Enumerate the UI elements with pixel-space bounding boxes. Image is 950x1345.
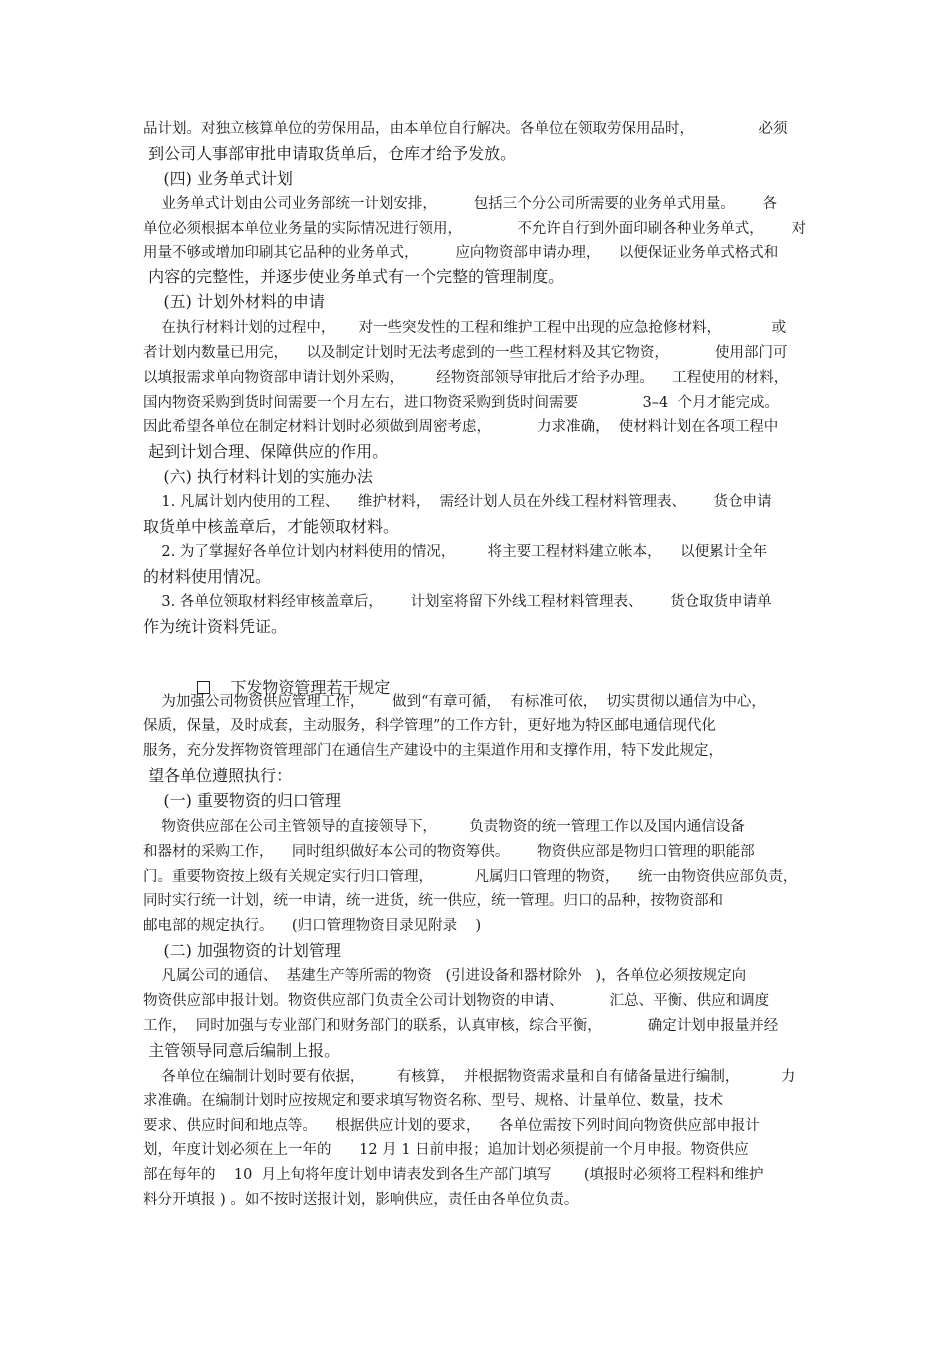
text-line: 部在每年的 10 月上旬将年度计划申请表发到各生产部门填写 (填报时必须将工程料和维护 [143, 1167, 764, 1183]
text-line: 服务，充分发挥物资管理部门在通信生产建设中的主渠道作用和支撑作用，特下发此规定， [143, 743, 723, 759]
text-line: 物资供应部在公司主管领导的直接领导下， 负责物资的统一管理工作以及国内通信设备 [143, 819, 745, 835]
text-line: 划，年度计划必须在上一年的 12 月 1 日前申报；追加计划必须提前一个月申报。物资供应 [143, 1142, 749, 1158]
text-line: 品计划。对独立核算单位的劳保用品，由本单位自行解决。各单位在领取劳保用品时， 必须 [143, 121, 788, 137]
text-line: 求准确。在编制计划时应按规定和要求填写物资名称、型号、规格、计量单位、数量，技术 [143, 1093, 723, 1109]
text-line: 取货单中核盖章后，才能领取材料。 [143, 517, 400, 536]
text-line: 以填报需求单向物资部申请计划外采购， 经物资部领导审批后才给予办理。 工程使用的材料， [143, 370, 789, 386]
text-line: 和器材的采购工作， 同时组织做好本公司的物资筹供。 物资供应部是物归口管理的职能部 [143, 844, 755, 860]
text-line: 国内物资采购到货时间需要一个月左右，进口物资采购到货时间需要 3–4 个月才能完成。 [143, 395, 779, 411]
text-line: 的材料使用情况。 [143, 567, 272, 586]
text-line: 单位必须根据本单位业务量的实际情况进行领用， 不允许自行到外面印刷各种业务单式， 对 [143, 221, 806, 237]
text-line: 邮电部的规定执行。 (归口管理物资目录见附录 ) [143, 918, 482, 934]
main-heading-text: 下发物资管理若干规定 [230, 678, 391, 697]
text-line: 1. 凡属计划内使用的工程、 维护材料， 需经计划人员在外线工程材料管理表、 货仓申请 [143, 494, 772, 510]
text-line: 门。重要物资按上级有关规定实行归口管理， 凡属归口管理的物资， 统一由物资供应部负责， [143, 869, 798, 885]
text-line: 者计划内数量已用完， 以及制定计划时无法考虑到的一些工程材料及其它物资， 使用部门可 [143, 345, 788, 361]
text-line: 起到计划合理、保障供应的作用。 [143, 442, 389, 461]
text-line: 保质，保量，及时成套，主动服务，科学管理”的工作方针，更好地为特区邮电通信现代化 [143, 718, 716, 734]
text-line: 料分开填报 ) 。如不按时送报计划，影响供应，责任由各单位负责。 [143, 1192, 579, 1208]
text-line: 同时实行统一计划，统一申请，统一进货，统一供应，统一管理。归口的品种，按物资部和 [143, 893, 723, 909]
text-line: 2. 为了掌握好各单位计划内材料使用的情况， 将主要工程材料建立帐本， 以便累计全年 [143, 544, 768, 560]
text-line: 内容的完整性，并逐步使业务单式有一个完整的管理制度。 [143, 267, 565, 286]
text-line: 物资供应部申报计划。物资供应部门负责全公司计划物资的申请、 汇总、平衡、供应和调度 [143, 993, 770, 1009]
text-line: 各单位在编制计划时要有依据， 有核算， 并根据物资需求量和自有储备量进行编制， 力 [143, 1069, 796, 1085]
main-heading [177, 655, 777, 697]
section-heading: (一) 重要物资的归口管理 [143, 791, 341, 810]
text-line: 为加强公司物资供应管理工作， 做到“有章可循， 有标准可依， 切实贯彻以通信为中心， [143, 694, 766, 710]
text-line: 作为统计资料凭证。 [143, 617, 288, 636]
text-line: 因此希望各单位在制定材料计划时必须做到周密考虑， 力求准确， 使材料计划在各项工程中 [143, 419, 779, 435]
text-line: 望各单位遵照执行： [143, 766, 293, 785]
text-line: 凡属公司的通信、 基建生产等所需的物资 (引进设备和器材除外 )，各单位必须按规定向 [143, 968, 747, 984]
text-line: 业务单式计划由公司业务部统一计划安排， 包括三个分公司所需要的业务单式用量。 各 [143, 196, 777, 212]
text-line: 用量不够或增加印刷其它品种的业务单式， 应向物资部申请办理， 以便保证业务单式格式和 [143, 245, 779, 261]
text-line: 在执行材料计划的过程中， 对一些突发性的工程和维护工程中出现的应急抢修材料， 或 [143, 320, 787, 336]
section-heading: (六) 执行材料计划的实施办法 [143, 467, 373, 486]
section-heading: (五) 计划外材料的申请 [143, 292, 325, 311]
text-line: 工作， 同时加强与专业部门和财务部门的联系，认真审核，综合平衡， 确定计划申报量并经 [143, 1018, 779, 1034]
section-heading: (四) 业务单式计划 [143, 169, 293, 188]
text-line: 要求、供应时间和地点等。 根据供应计划的要求， 各单位需按下列时间向物资供应部申报计 [143, 1118, 760, 1134]
text-line: 到公司人事部审批申请取货单后，仓库才给予发放。 [143, 144, 517, 163]
text-line: 主管领导同意后编制上报。 [143, 1041, 341, 1060]
section-heading: (二) 加强物资的计划管理 [143, 941, 341, 960]
text-line: 3. 各单位领取材料经审核盖章后， 计划室将留下外线工程材料管理表、 货仓取货申请单 [143, 594, 772, 610]
